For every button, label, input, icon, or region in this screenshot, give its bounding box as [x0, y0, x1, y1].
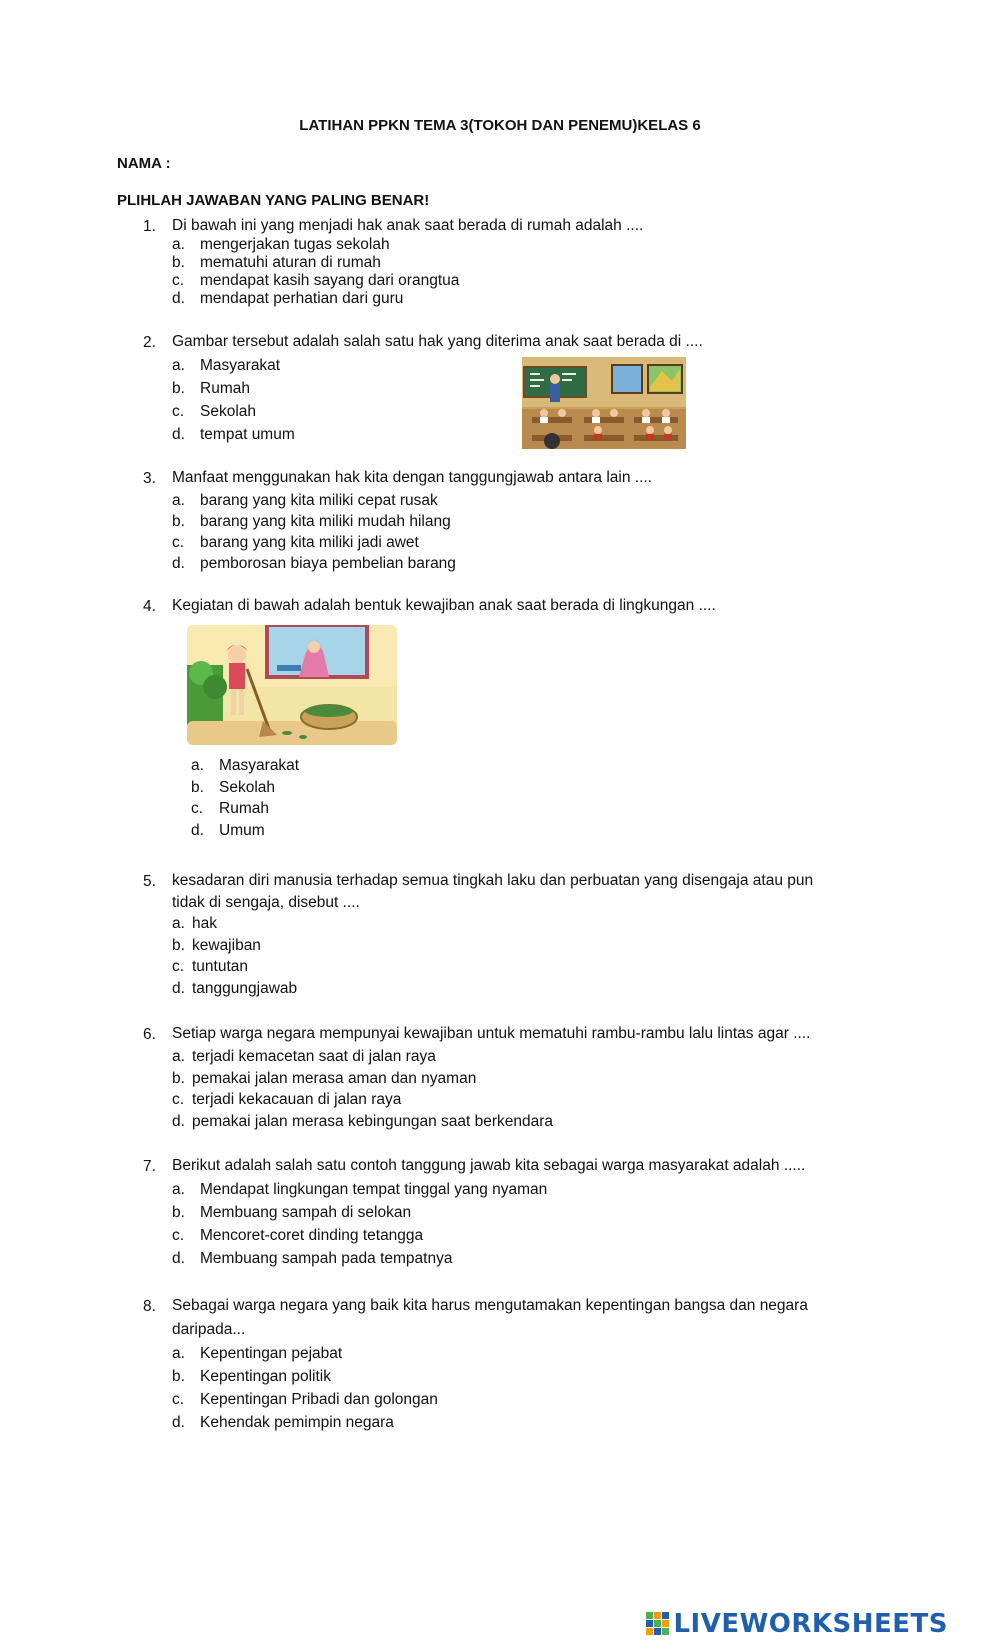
option-a[interactable] [172, 357, 280, 375]
option-label: b. [172, 1368, 185, 1385]
option-c[interactable] [172, 1091, 401, 1109]
option-text: Sekolah [200, 403, 257, 420]
liveworksheets-logo[interactable] [646, 1610, 948, 1638]
option-a[interactable] [191, 757, 299, 775]
question-number: 2. [143, 334, 156, 351]
sweeping-illustration [187, 625, 397, 745]
option-label: a. [172, 492, 185, 509]
option-text: terjadi kekacauan di jalan raya [192, 1091, 402, 1108]
option-d[interactable] [172, 980, 297, 998]
question-text: Setiap warga negara mempunyai kewajiban untuk mematuhi rambu-rambu lalu lintas agar .... [172, 1025, 811, 1042]
option-label: a. [172, 915, 185, 932]
logo-text: LIVEWORKSHEETS [673, 1609, 948, 1639]
option-b[interactable] [172, 380, 250, 398]
option-label: d. [191, 822, 204, 839]
option-c[interactable] [172, 403, 256, 421]
option-label: b. [172, 254, 185, 271]
option-label: d. [172, 1414, 185, 1431]
question-text-line2: tidak di sengaja, disebut .... [172, 894, 360, 911]
option-text: barang yang kita miliki mudah hilang [200, 513, 451, 530]
question-number: 6. [143, 1026, 156, 1043]
option-d[interactable] [172, 555, 456, 573]
option-text: pemakai jalan merasa kebingungan saat berkendara [192, 1113, 554, 1130]
option-c[interactable] [172, 1227, 423, 1245]
option-text: Kehendak pemimpin negara [200, 1414, 394, 1431]
option-c[interactable] [191, 800, 269, 818]
option-text: mengerjakan tugas sekolah [200, 236, 390, 253]
option-b[interactable] [172, 1368, 331, 1386]
option-label: a. [172, 236, 185, 253]
option-label: d. [172, 980, 185, 997]
option-b[interactable] [172, 1204, 411, 1222]
option-d[interactable] [172, 290, 403, 308]
question-number: 5. [143, 873, 156, 890]
option-label: a. [191, 757, 204, 774]
option-label: c. [191, 800, 204, 817]
option-text: tempat umum [200, 426, 295, 443]
option-c[interactable] [172, 1391, 438, 1409]
option-label: c. [172, 1391, 185, 1408]
question-text: Manfaat menggunakan hak kita dengan tanggungjawab antara lain .... [172, 469, 652, 486]
option-a[interactable] [172, 915, 217, 933]
option-text: Kepentingan pejabat [200, 1345, 343, 1362]
option-text: Kepentingan Pribadi dan golongan [200, 1391, 438, 1408]
option-d[interactable] [172, 1250, 452, 1268]
option-d[interactable] [191, 822, 265, 840]
option-text: Mendapat lingkungan tempat tinggal yang nyaman [200, 1181, 548, 1198]
question-text-line2: daripada... [172, 1321, 246, 1338]
question-number: 7. [143, 1158, 156, 1175]
question-text: Kegiatan di bawah adalah bentuk kewajiban anak saat berada di lingkungan .... [172, 597, 716, 614]
option-c[interactable] [172, 534, 419, 552]
option-label: c. [172, 1227, 185, 1244]
option-a[interactable] [172, 236, 390, 254]
option-label: c. [172, 958, 185, 975]
option-a[interactable] [172, 1048, 436, 1066]
option-a[interactable] [172, 1345, 342, 1363]
name-label: NAMA : [117, 155, 171, 172]
option-label: d. [172, 1113, 185, 1130]
option-text: pemborosan biaya pembelian barang [200, 555, 456, 572]
option-label: d. [172, 1250, 185, 1267]
option-label: d. [172, 426, 185, 443]
option-text: hak [192, 915, 217, 932]
option-text: Rumah [200, 380, 250, 397]
question-text: Di bawah ini yang menjadi hak anak saat berada di rumah adalah .... [172, 217, 644, 234]
option-label: c. [172, 1091, 185, 1108]
option-b[interactable] [172, 1070, 476, 1088]
option-label: a. [172, 1345, 185, 1362]
option-text: mendapat perhatian dari guru [200, 290, 404, 307]
option-d[interactable] [172, 426, 295, 444]
question-number: 8. [143, 1298, 156, 1315]
question-text-line1: Sebagai warga negara yang baik kita harus mengutamakan kepentingan bangsa dan negara [172, 1297, 808, 1314]
option-label: d. [172, 290, 185, 307]
option-text: Membuang sampah pada tempatnya [200, 1250, 453, 1267]
option-label: c. [172, 403, 185, 420]
option-label: d. [172, 555, 185, 572]
option-label: b. [172, 1070, 185, 1087]
option-text: mendapat kasih sayang dari orangtua [200, 272, 460, 289]
option-c[interactable] [172, 272, 459, 290]
option-text: Rumah [219, 800, 269, 817]
option-label: b. [172, 380, 185, 397]
option-text: barang yang kita miliki cepat rusak [200, 492, 438, 509]
option-label: a. [172, 1181, 185, 1198]
option-label: b. [172, 513, 185, 530]
option-text: Kepentingan politik [200, 1368, 331, 1385]
worksheet-title: LATIHAN PPKN TEMA 3(TOKOH DAN PENEMU)KELAS 6 [299, 117, 701, 134]
option-b[interactable] [191, 779, 275, 797]
option-text: Membuang sampah di selokan [200, 1204, 412, 1221]
option-text: Masyarakat [219, 757, 300, 774]
option-b[interactable] [172, 254, 381, 272]
option-text: terjadi kemacetan saat di jalan raya [192, 1048, 436, 1065]
option-text: barang yang kita miliki jadi awet [200, 534, 419, 551]
option-text: Sekolah [219, 779, 276, 796]
option-label: b. [172, 937, 185, 954]
option-text: pemakai jalan merasa aman dan nyaman [192, 1070, 477, 1087]
option-d[interactable] [172, 1113, 553, 1131]
option-label: a. [172, 357, 185, 374]
option-c[interactable] [172, 958, 248, 976]
option-text: tuntutan [192, 958, 249, 975]
question-number: 3. [143, 470, 156, 487]
liveworksheets-logo-icon [646, 1612, 670, 1636]
option-d[interactable] [172, 1414, 394, 1432]
question-number: 4. [143, 598, 156, 615]
option-text: kewajiban [192, 937, 261, 954]
option-text: mematuhi aturan di rumah [200, 254, 381, 271]
option-b[interactable] [172, 937, 261, 955]
option-a[interactable] [172, 492, 438, 510]
question-text: Gambar tersebut adalah salah satu hak yang diterima anak saat berada di .... [172, 333, 703, 350]
question-text-line1: kesadaran diri manusia terhadap semua tingkah laku dan perbuatan yang disengaja atau pun [172, 872, 814, 889]
option-label: b. [191, 779, 204, 796]
instruction-text: PLIHLAH JAWABAN YANG PALING BENAR! [117, 192, 430, 209]
option-label: a. [172, 1048, 185, 1065]
option-label: c. [172, 534, 185, 551]
option-a[interactable] [172, 1181, 547, 1199]
option-text: tanggungjawab [192, 980, 298, 997]
option-label: b. [172, 1204, 185, 1221]
option-b[interactable] [172, 513, 451, 531]
option-text: Mencoret-coret dinding tetangga [200, 1227, 424, 1244]
option-text: Masyarakat [200, 357, 281, 374]
option-text: Umum [219, 822, 265, 839]
question-number: 1. [143, 218, 156, 235]
question-text: Berikut adalah salah satu contoh tanggung jawab kita sebagai warga masyarakat adalah ..... [172, 1157, 806, 1174]
classroom-illustration [522, 357, 686, 449]
option-label: c. [172, 272, 185, 289]
